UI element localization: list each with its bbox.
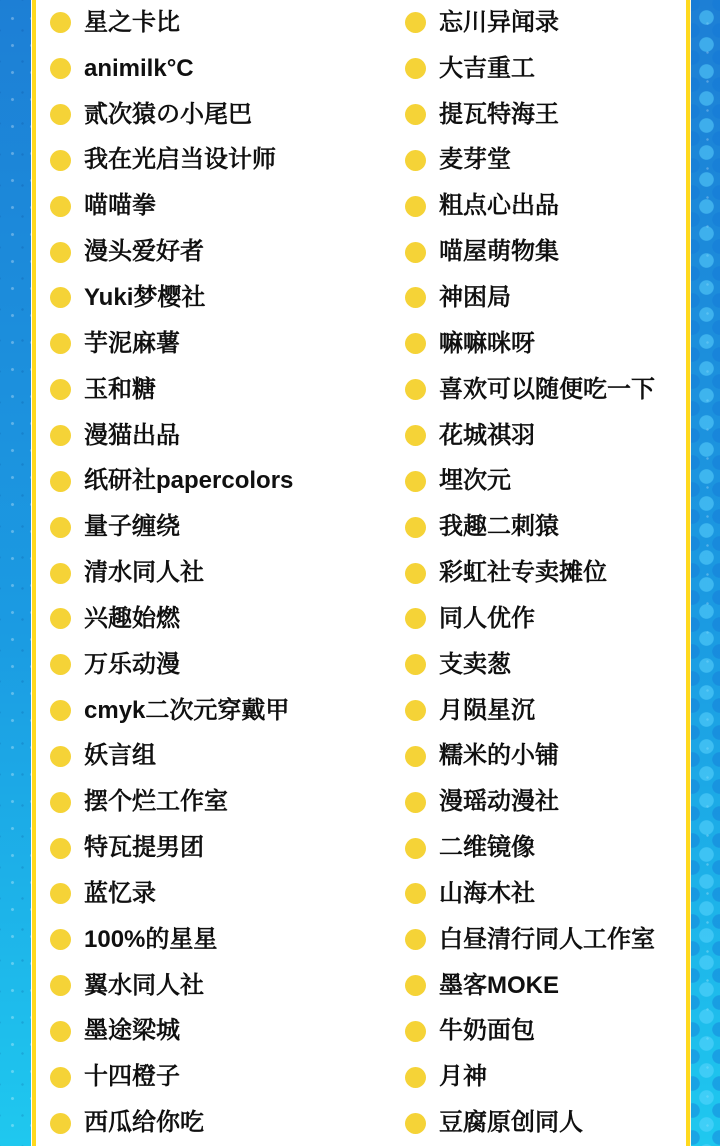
bullet-icon bbox=[405, 196, 426, 217]
bullet-icon bbox=[405, 792, 426, 813]
bullet-icon bbox=[405, 700, 426, 721]
list-item bbox=[50, 8, 405, 36]
vendor-list bbox=[36, 0, 686, 1146]
list-row bbox=[36, 321, 686, 367]
list-item bbox=[405, 1019, 686, 1043]
list-item bbox=[50, 696, 405, 724]
list-item bbox=[50, 515, 405, 539]
vendor-name: 提瓦特海王 bbox=[439, 100, 559, 128]
bullet-icon bbox=[50, 975, 71, 996]
vendor-name: 漫猫出品 bbox=[84, 421, 180, 449]
vendor-name: 量子缠绕 bbox=[84, 513, 180, 541]
list-row bbox=[36, 688, 686, 734]
vendor-name: 花城祺羽 bbox=[439, 421, 535, 449]
vendor-name: 二维镜像 bbox=[439, 834, 535, 862]
list-item bbox=[50, 240, 405, 264]
vendor-name: Yuki梦樱社 bbox=[84, 283, 206, 311]
vendor-name: 清水同人社 bbox=[84, 559, 204, 587]
bullet-icon bbox=[50, 1067, 71, 1088]
vendor-name: 大吉重工 bbox=[439, 54, 535, 82]
vendor-name: 月神 bbox=[439, 1063, 487, 1091]
bullet-icon bbox=[50, 287, 71, 308]
list-item bbox=[405, 240, 686, 264]
list-row bbox=[36, 0, 686, 46]
list-item bbox=[405, 1065, 686, 1089]
bullet-icon bbox=[405, 746, 426, 767]
bullet-icon bbox=[405, 517, 426, 538]
list-item bbox=[50, 1019, 405, 1043]
list-row bbox=[36, 1009, 686, 1055]
bullet-icon bbox=[405, 333, 426, 354]
vendor-name: 白昼清行同人工作室 bbox=[439, 925, 655, 953]
list-row bbox=[36, 871, 686, 917]
list-item bbox=[405, 971, 686, 999]
vendor-name: 喵屋萌物集 bbox=[439, 238, 559, 266]
vendor-name: 牛奶面包 bbox=[439, 1017, 535, 1045]
bullet-icon bbox=[50, 517, 71, 538]
bullet-icon bbox=[405, 58, 426, 79]
list-row bbox=[36, 367, 686, 413]
bullet-icon bbox=[50, 12, 71, 33]
list-row bbox=[36, 1100, 686, 1146]
list-item bbox=[50, 925, 405, 953]
vendor-name: 特瓦提男团 bbox=[84, 834, 204, 862]
list-item bbox=[50, 194, 405, 218]
bullet-icon bbox=[50, 471, 71, 492]
bullet-icon bbox=[405, 608, 426, 629]
list-item bbox=[50, 744, 405, 768]
vendor-name: 星之卡比 bbox=[84, 8, 180, 36]
list-item bbox=[50, 879, 405, 907]
list-item bbox=[50, 329, 405, 357]
bullet-icon bbox=[405, 929, 426, 950]
list-item bbox=[405, 375, 686, 403]
list-item bbox=[50, 148, 405, 172]
bullet-icon bbox=[405, 1113, 426, 1134]
bullet-icon bbox=[405, 1021, 426, 1042]
list-item bbox=[405, 925, 686, 953]
list-item bbox=[405, 421, 686, 449]
list-item bbox=[405, 148, 686, 172]
list-item bbox=[405, 561, 686, 585]
vendor-name: 芋泥麻薯 bbox=[84, 329, 180, 357]
vendor-name: 忘川异闻录 bbox=[439, 8, 559, 36]
vendor-name: 兴趣始燃 bbox=[84, 604, 180, 632]
vendor-name: 我在光启当设计师 bbox=[84, 146, 276, 174]
list-item bbox=[405, 8, 686, 36]
vendor-name: animilk°C bbox=[84, 54, 194, 82]
vendor-name: 纸研社papercolors bbox=[84, 467, 294, 495]
vendor-name: 我趣二刺猿 bbox=[439, 513, 559, 541]
bullet-icon bbox=[50, 883, 71, 904]
bullet-icon bbox=[50, 563, 71, 584]
list-row bbox=[36, 1054, 686, 1100]
vendor-name: 玉和糖 bbox=[84, 375, 156, 403]
list-item bbox=[50, 604, 405, 632]
list-item bbox=[405, 54, 686, 82]
vendor-name: 妖言组 bbox=[84, 742, 156, 770]
vendor-name: 喵喵拳 bbox=[84, 192, 156, 220]
vendor-name: 同人优作 bbox=[439, 604, 535, 632]
bullet-icon bbox=[50, 1113, 71, 1134]
list-item bbox=[50, 1111, 405, 1135]
bullet-icon bbox=[50, 608, 71, 629]
list-item bbox=[50, 100, 405, 128]
list-row bbox=[36, 779, 686, 825]
list-item bbox=[50, 971, 405, 999]
list-row bbox=[36, 550, 686, 596]
vendor-name: 埋次元 bbox=[439, 467, 511, 495]
list-row bbox=[36, 229, 686, 275]
vendor-name: 山海木社 bbox=[439, 879, 535, 907]
vendor-name: 十四橙子 bbox=[84, 1063, 180, 1091]
list-row bbox=[36, 596, 686, 642]
bullet-icon bbox=[405, 654, 426, 675]
bullet-icon bbox=[50, 196, 71, 217]
list-item bbox=[50, 1065, 405, 1089]
list-item bbox=[405, 604, 686, 632]
bullet-icon bbox=[50, 379, 71, 400]
left-border-decoration bbox=[0, 0, 31, 1146]
bullet-icon bbox=[405, 425, 426, 446]
list-item bbox=[405, 194, 686, 218]
list-item bbox=[50, 283, 405, 311]
bullet-icon bbox=[50, 838, 71, 859]
list-item bbox=[405, 329, 686, 357]
bullet-icon bbox=[50, 242, 71, 263]
bullet-icon bbox=[50, 654, 71, 675]
list-item bbox=[405, 696, 686, 724]
vendor-name: 月陨星沉 bbox=[439, 696, 535, 724]
vendor-name: cmyk二次元穿戴甲 bbox=[84, 696, 290, 724]
vendor-name: 西瓜给你吃 bbox=[84, 1109, 204, 1137]
right-border-decoration bbox=[691, 0, 720, 1146]
list-item bbox=[405, 1111, 686, 1135]
list-row bbox=[36, 963, 686, 1009]
bullet-icon bbox=[50, 425, 71, 446]
list-row bbox=[36, 183, 686, 229]
vendor-name: 糯米的小铺 bbox=[439, 742, 559, 770]
list-row bbox=[36, 275, 686, 321]
list-row bbox=[36, 413, 686, 459]
vendor-name: 摆个烂工作室 bbox=[84, 788, 228, 816]
list-item bbox=[50, 375, 405, 403]
list-row bbox=[36, 642, 686, 688]
bullet-icon bbox=[405, 563, 426, 584]
bullet-icon bbox=[405, 379, 426, 400]
vendor-name: 翼水同人社 bbox=[84, 971, 204, 999]
bullet-icon bbox=[405, 471, 426, 492]
bullet-icon bbox=[50, 1021, 71, 1042]
list-item bbox=[50, 790, 405, 814]
list-row bbox=[36, 917, 686, 963]
list-item bbox=[50, 650, 405, 678]
list-item bbox=[50, 469, 405, 493]
vendor-name: 贰次猿の小尾巴 bbox=[84, 100, 252, 128]
bullet-icon bbox=[50, 150, 71, 171]
bullet-icon bbox=[50, 746, 71, 767]
bullet-icon bbox=[50, 58, 71, 79]
bullet-icon bbox=[405, 287, 426, 308]
bullet-icon bbox=[50, 333, 71, 354]
bullet-icon bbox=[50, 700, 71, 721]
list-item bbox=[405, 650, 686, 678]
vendor-name: 万乐动漫 bbox=[84, 650, 180, 678]
vendor-name: 漫瑶动漫社 bbox=[439, 788, 559, 816]
bullet-icon bbox=[405, 838, 426, 859]
bullet-icon bbox=[405, 975, 426, 996]
list-row bbox=[36, 734, 686, 780]
bullet-icon bbox=[50, 104, 71, 125]
vendor-name: 支卖葱 bbox=[439, 650, 511, 678]
list-item bbox=[405, 836, 686, 860]
bullet-icon bbox=[405, 883, 426, 904]
vendor-name: 蓝忆录 bbox=[84, 879, 156, 907]
list-item bbox=[405, 744, 686, 768]
bullet-icon bbox=[405, 242, 426, 263]
list-item bbox=[50, 421, 405, 449]
vendor-name: 神困局 bbox=[439, 283, 511, 311]
list-item bbox=[50, 54, 405, 82]
bullet-icon bbox=[405, 1067, 426, 1088]
vendor-name: 墨客MOKE bbox=[439, 971, 559, 999]
vendor-name: 漫头爱好者 bbox=[84, 238, 204, 266]
list-row bbox=[36, 458, 686, 504]
vendor-name: 粗点心出品 bbox=[439, 192, 559, 220]
vendor-name: 喜欢可以随便吃一下 bbox=[439, 375, 655, 403]
list-item bbox=[405, 515, 686, 539]
vendor-name: 豆腐原创同人 bbox=[439, 1109, 583, 1137]
bullet-icon bbox=[405, 104, 426, 125]
bullet-icon bbox=[50, 929, 71, 950]
list-row bbox=[36, 138, 686, 184]
vendor-name: 100%的星星 bbox=[84, 925, 218, 953]
vendor-name: 墨途梁城 bbox=[84, 1017, 180, 1045]
list-item bbox=[405, 790, 686, 814]
list-item bbox=[405, 879, 686, 907]
vendor-name: 嘛嘛咪呀 bbox=[439, 329, 535, 357]
vendor-name: 麦芽堂 bbox=[439, 146, 511, 174]
bullet-icon bbox=[50, 792, 71, 813]
bullet-icon bbox=[405, 150, 426, 171]
list-item bbox=[405, 283, 686, 311]
list-row bbox=[36, 92, 686, 138]
list-row bbox=[36, 825, 686, 871]
list-item bbox=[405, 469, 686, 493]
list-item bbox=[50, 836, 405, 860]
list-row bbox=[36, 46, 686, 92]
list-row bbox=[36, 504, 686, 550]
bullet-icon bbox=[405, 12, 426, 33]
vendor-name: 彩虹社专卖摊位 bbox=[439, 559, 607, 587]
list-item bbox=[50, 561, 405, 585]
list-item bbox=[405, 100, 686, 128]
